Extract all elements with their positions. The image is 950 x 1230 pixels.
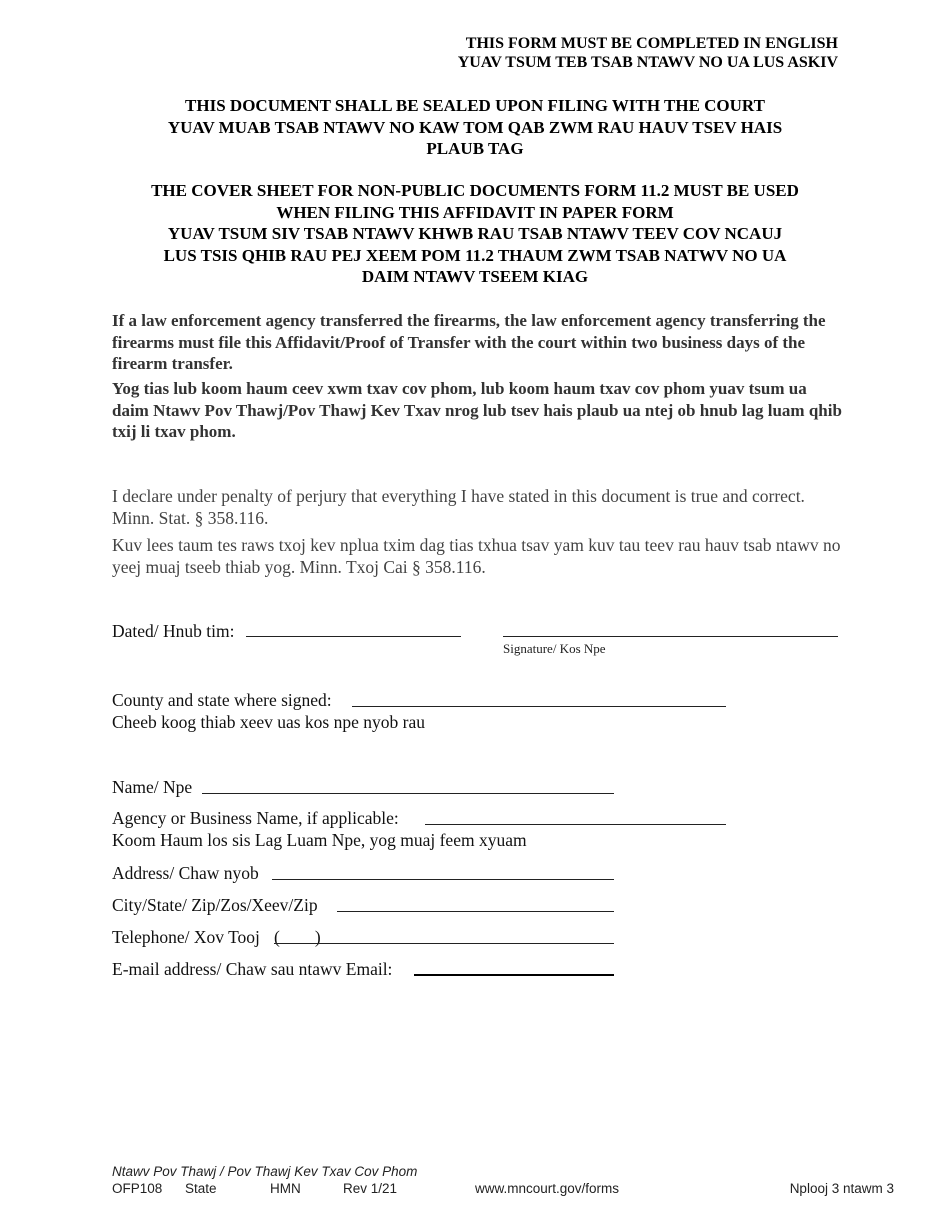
dated-field[interactable]	[246, 636, 461, 637]
name-field[interactable]	[202, 793, 614, 794]
footer-form-title: Ntawv Pov Thawj / Pov Thawj Kev Txav Cov Phom	[112, 1164, 418, 1179]
declaration-english: I declare under penalty of perjury that everything I have stated in this document is true and correct. Minn. Stat. § 358.116.	[112, 486, 805, 528]
county-label: County and state where signed:	[112, 690, 332, 710]
signature-caption: Signature/ Kos Npe	[503, 641, 606, 656]
address-field[interactable]	[272, 879, 614, 880]
telephone-area-code: ( )	[274, 927, 321, 947]
law-enforcement-english: If a law enforcement agency transferred the firearms, the law enforcement agency transferring the firearms must file this Affidavit/Proof of Transfer with the court within two business days of the firearm transfer.	[112, 311, 826, 373]
footer-revision: Rev 1/21	[343, 1181, 398, 1196]
agency-field[interactable]	[425, 824, 726, 825]
english-requirement-notice	[458, 34, 838, 72]
english-requirement-line-2: YUAV TSUM TEB TSAB NTAWV NO UA LUS ASKIV	[457, 54, 838, 71]
footer-form-code: OFP108	[112, 1181, 163, 1196]
footer-website-link[interactable]: www.mncourt.gov/forms	[475, 1181, 620, 1196]
sealed-notice	[100, 95, 850, 160]
city-state-zip-label: City/State/ Zip/Zos/Xeev/Zip	[112, 895, 318, 915]
name-label: Name/ Npe	[112, 777, 193, 797]
law-enforcement-hmong: Yog tias lub koom haum ceev xwm txav cov phom, lub koom haum txav cov phom yuav tsum ua daim Ntawv Pov Thawj/Pov Thawj Kev Txav nrog lub tsev hais plaub ua ntej ob hnub lag luam qhib txij li txav phom.	[112, 379, 842, 441]
email-field[interactable]	[414, 974, 614, 976]
dated-label: Dated/ Hnub tim:	[112, 621, 235, 641]
cover-sheet-line-3: YUAV TSUM SIV TSAB NTAWV KHWB RAU TSAB NTAWV TEEV COV NCAUJ	[167, 224, 783, 243]
email-label: E-mail address/ Chaw sau ntawv Email:	[112, 959, 393, 979]
city-state-zip-field[interactable]	[337, 911, 614, 912]
cover-sheet-line-1: THE COVER SHEET FOR NON-PUBLIC DOCUMENTS FORM 11.2 MUST BE USED	[151, 181, 799, 200]
footer-language: HMN	[270, 1181, 301, 1196]
declaration-hmong: Kuv lees taum tes raws txoj kev nplua txim dag tias txhua tsav yam kuv tau teev rau hauv tsab ntawv no yeej muaj tseeb thiab yog. Minn. Txoj Cai § 358.116.	[112, 535, 841, 577]
footer-page-number: Nplooj 3 ntawm 3	[789, 1181, 894, 1196]
sealed-notice-line-3: PLAUB TAG	[426, 139, 524, 158]
sealed-notice-line-1: THIS DOCUMENT SHALL BE SEALED UPON FILING WITH THE COURT	[185, 96, 765, 115]
cover-sheet-line-2: WHEN FILING THIS AFFIDAVIT IN PAPER FORM	[276, 202, 674, 222]
english-requirement-line-1: THIS FORM MUST BE COMPLETED IN ENGLISH	[465, 35, 838, 52]
sealed-notice-line-2: YUAV MUAB TSAB NTAWV NO KAW TOM QAB ZWM RAU HAUV TSEV HAIS	[167, 117, 783, 137]
agency-label-hmong: Koom Haum los sis Lag Luam Npe, yog muaj feem xyuam	[112, 830, 527, 850]
telephone-field[interactable]	[274, 943, 614, 944]
signature-field[interactable]	[503, 636, 838, 637]
county-label-hmong: Cheeb koog thiab xeev uas kos npe nyob rau	[112, 712, 425, 732]
cover-sheet-notice	[100, 180, 850, 288]
address-label: Address/ Chaw nyob	[112, 863, 259, 883]
agency-label: Agency or Business Name, if applicable:	[112, 808, 399, 828]
cover-sheet-line-4: LUS TSIS QHIB RAU PEJ XEEM POM 11.2 THAUM ZWM TSAB NATWV NO UA	[163, 245, 787, 265]
footer-state: State	[185, 1181, 217, 1196]
telephone-label: Telephone/ Xov Tooj	[112, 927, 260, 947]
cover-sheet-line-5: DAIM NTAWV TSEEM KIAG	[361, 267, 589, 286]
county-field[interactable]	[352, 706, 726, 707]
